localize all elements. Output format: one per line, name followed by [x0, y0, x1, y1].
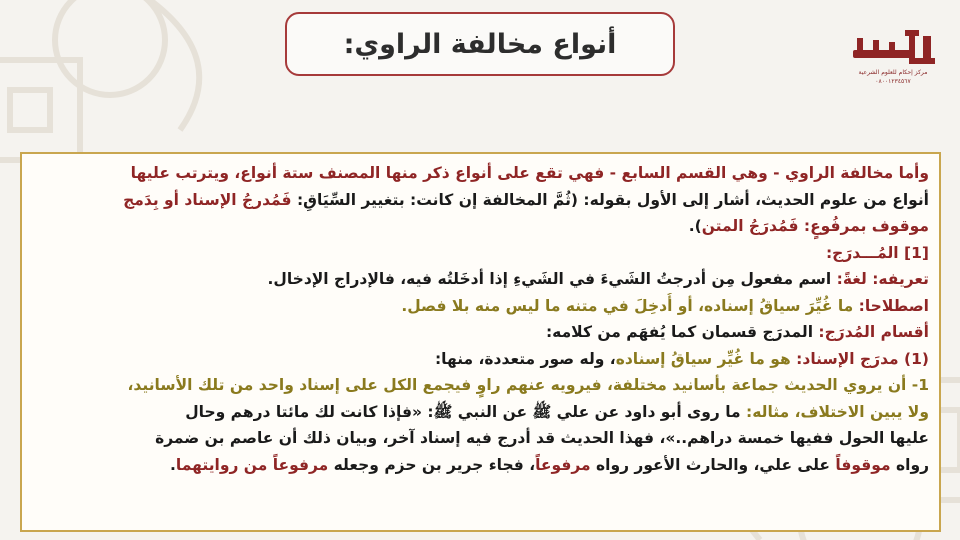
text-run: على علي، والحارث الأعور رواه: [590, 455, 836, 474]
content-box: [20, 152, 941, 532]
text-run: فَمُدرَجُ المتن: [701, 217, 799, 235]
types-line: [32, 319, 929, 346]
paragraph-line: [32, 160, 929, 187]
text-run: موقوفاً: [835, 455, 891, 474]
text-run: ، فجاء جرير بن حزم وجعله: [328, 455, 536, 474]
text-run: ولا يبين الاختلاف، مثاله:: [740, 402, 929, 421]
text-run: هو ما غُيِّر سياقُ إسناده: [615, 349, 791, 368]
type-one-line: [32, 346, 929, 373]
paragraph-line: [32, 187, 929, 214]
text-run: ما غُيِّرَ سياقُ إسناده، أو أُدخِلَ في متنه ما ليس منه بلا فصل.: [401, 296, 854, 315]
definition-language: [32, 266, 929, 293]
text-run: رواه: [890, 455, 929, 474]
logo-phone: ٠٨٠٠١٢٣٤٥٦٧: [875, 78, 911, 85]
definition-term: [32, 293, 929, 320]
logo-mark-icon: [845, 28, 941, 68]
text-run: مرفوعاً من روايتهما: [175, 455, 329, 474]
text-run: 1- أن يروي الحديث جماعة بأسانيد مختلفة، فيرويه عنهم راوٍ فيجمع الكل على إسناد واحد من تلك الأسانيد،: [127, 376, 929, 394]
text-run: ، وله صور متعددة، منها:: [434, 349, 616, 368]
form-one-line: [32, 372, 929, 399]
logo-subtitle: مركز إحكام للعلوم الشرعية: [858, 69, 928, 76]
text-run: المدرَج قسمان كما يُفهَم من كلامه:: [545, 323, 814, 341]
text-run: ما روى أبو داود عن علي ﷺ عن النبي ﷺ: «فإذا كانت لك مائتا درهم وحال: [185, 402, 741, 421]
text-run: وأما مخالفة الراوي - وهي القسم السابع - فهي تقع على أنواع ذكر منها المصنف ستة أنواع، ويترتب عليها: [130, 164, 929, 182]
form-one-line-2: [32, 399, 929, 426]
text-run: فَمُدرجُ الإسناد أو بِدَمج: [123, 190, 292, 209]
form-one-line-3: [32, 425, 929, 452]
title-box: [285, 12, 675, 76]
text-run: ).: [688, 217, 702, 235]
page-title: أنواع مخالفة الراوي:: [343, 28, 617, 60]
text-run: عليها الحول ففيها خمسة دراهم..»، فهذا الحديث قد أدرج فيه إسناد آخر، وبيان ذلك أن عاصم بن ضمرة: [155, 429, 929, 447]
text-run: اسم مفعول مِن أدرجتُ الشَيءَ في الشَيءِ إذا أدخَلتُه فيه، فالإدراج الإدخال.: [267, 270, 832, 288]
label: تعريفه: لغةً:: [831, 270, 929, 288]
section-heading: [32, 240, 929, 267]
paragraph-line: [32, 213, 929, 240]
heading-text: [1] المُـــدرَج:: [825, 243, 929, 262]
text-run: مرفوعاً: [535, 455, 591, 474]
form-one-line-4: [32, 452, 929, 479]
label: أقسام المُدرَج:: [813, 323, 929, 341]
text-run: أنواع من علوم الحديث، أشار إلى الأول بقوله: (ثُمَّ المخالفة إن كانت: بتغيير السِّيَاقِ:: [291, 190, 929, 209]
label: اصطلاحا:: [853, 296, 929, 315]
text-run: .: [170, 455, 176, 474]
text-run: موقوف بمرفُوعٍ:: [798, 217, 929, 235]
logo: [838, 28, 948, 96]
label: (1) مدرَج الإسناد:: [790, 349, 929, 368]
